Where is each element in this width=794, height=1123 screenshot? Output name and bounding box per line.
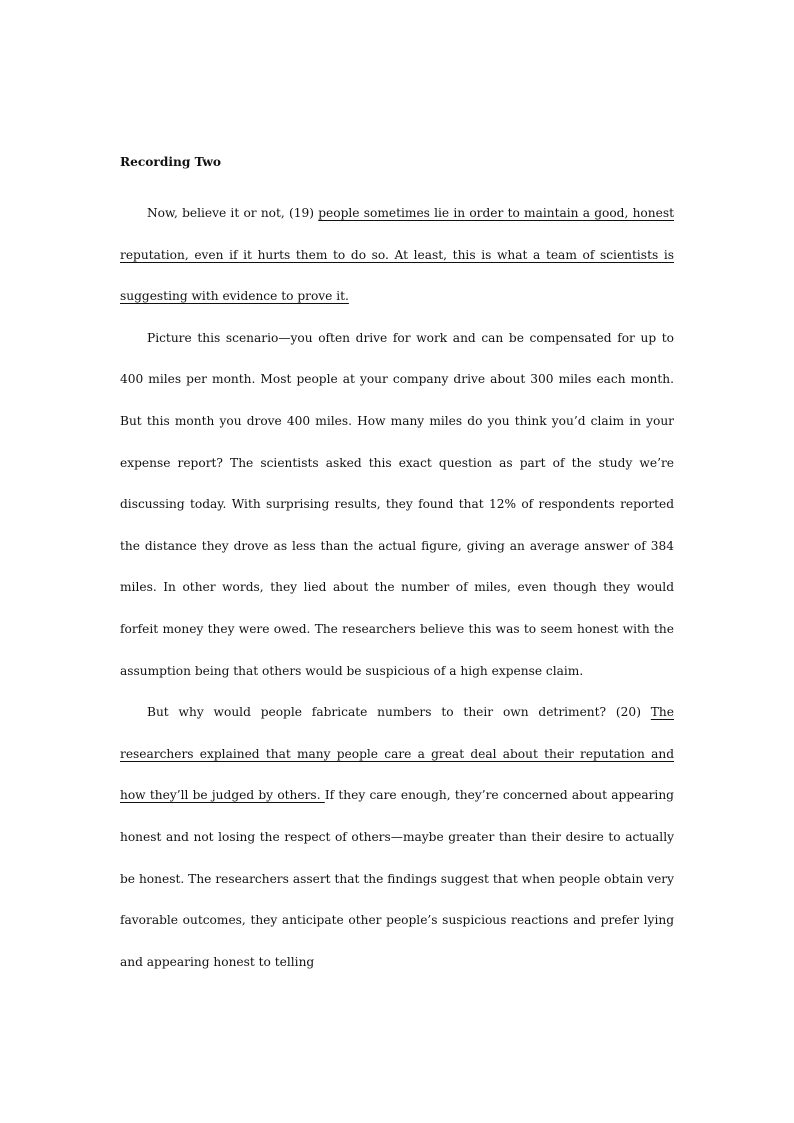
paragraph-2: Picture this scenario—you often drive for work and can be compensated for up to 400 miles per month. Most people at your company drive about 300 miles each month. But this month you drove 400 miles. How many miles do you think you’d claim in your expense report? The scientists asked this exact question as part of the study we’re discussing today. With surprising results, they found that 12% of respondents reported the distance they drove as less than the actual figure, giving an average answer of 384 miles. In other words, they lied about the number of miles, even though they would forfeit money they were owed. The researchers believe this was to seem honest with the assumption being that others would be suspicious of a high expense claim. <box>120 330 674 678</box>
paragraph-3 <box>120 692 674 983</box>
document-body <box>120 152 674 983</box>
paragraph-3-suffix: If they care enough, they’re concerned about appearing honest and not losing the respect of others—maybe greater than their desire to actually be honest. The researchers assert that the findings suggest that when people obtain very favorable outcomes, they anticipate other people’s suspicious reactions and prefer lying and appearing honest to telling <box>120 788 674 969</box>
answer-20-underlined: The researchers explained that many people care a great deal about their reputation and how they’ll be judged by others. <box>120 705 674 803</box>
paragraph-1-prefix: Now, believe it or not, (19) <box>147 206 319 220</box>
paragraph-1 <box>120 193 674 318</box>
paragraph-3-prefix: But why would people fabricate numbers to their own detriment? (20) <box>147 705 651 720</box>
answer-19-underlined: people sometimes lie in order to maintain a good, honest reputation, even if it hurts them to do so. At least, this is what a team of scientists is suggesting with evidence to prove it. <box>120 206 674 304</box>
section-heading: Recording Two <box>120 155 221 169</box>
